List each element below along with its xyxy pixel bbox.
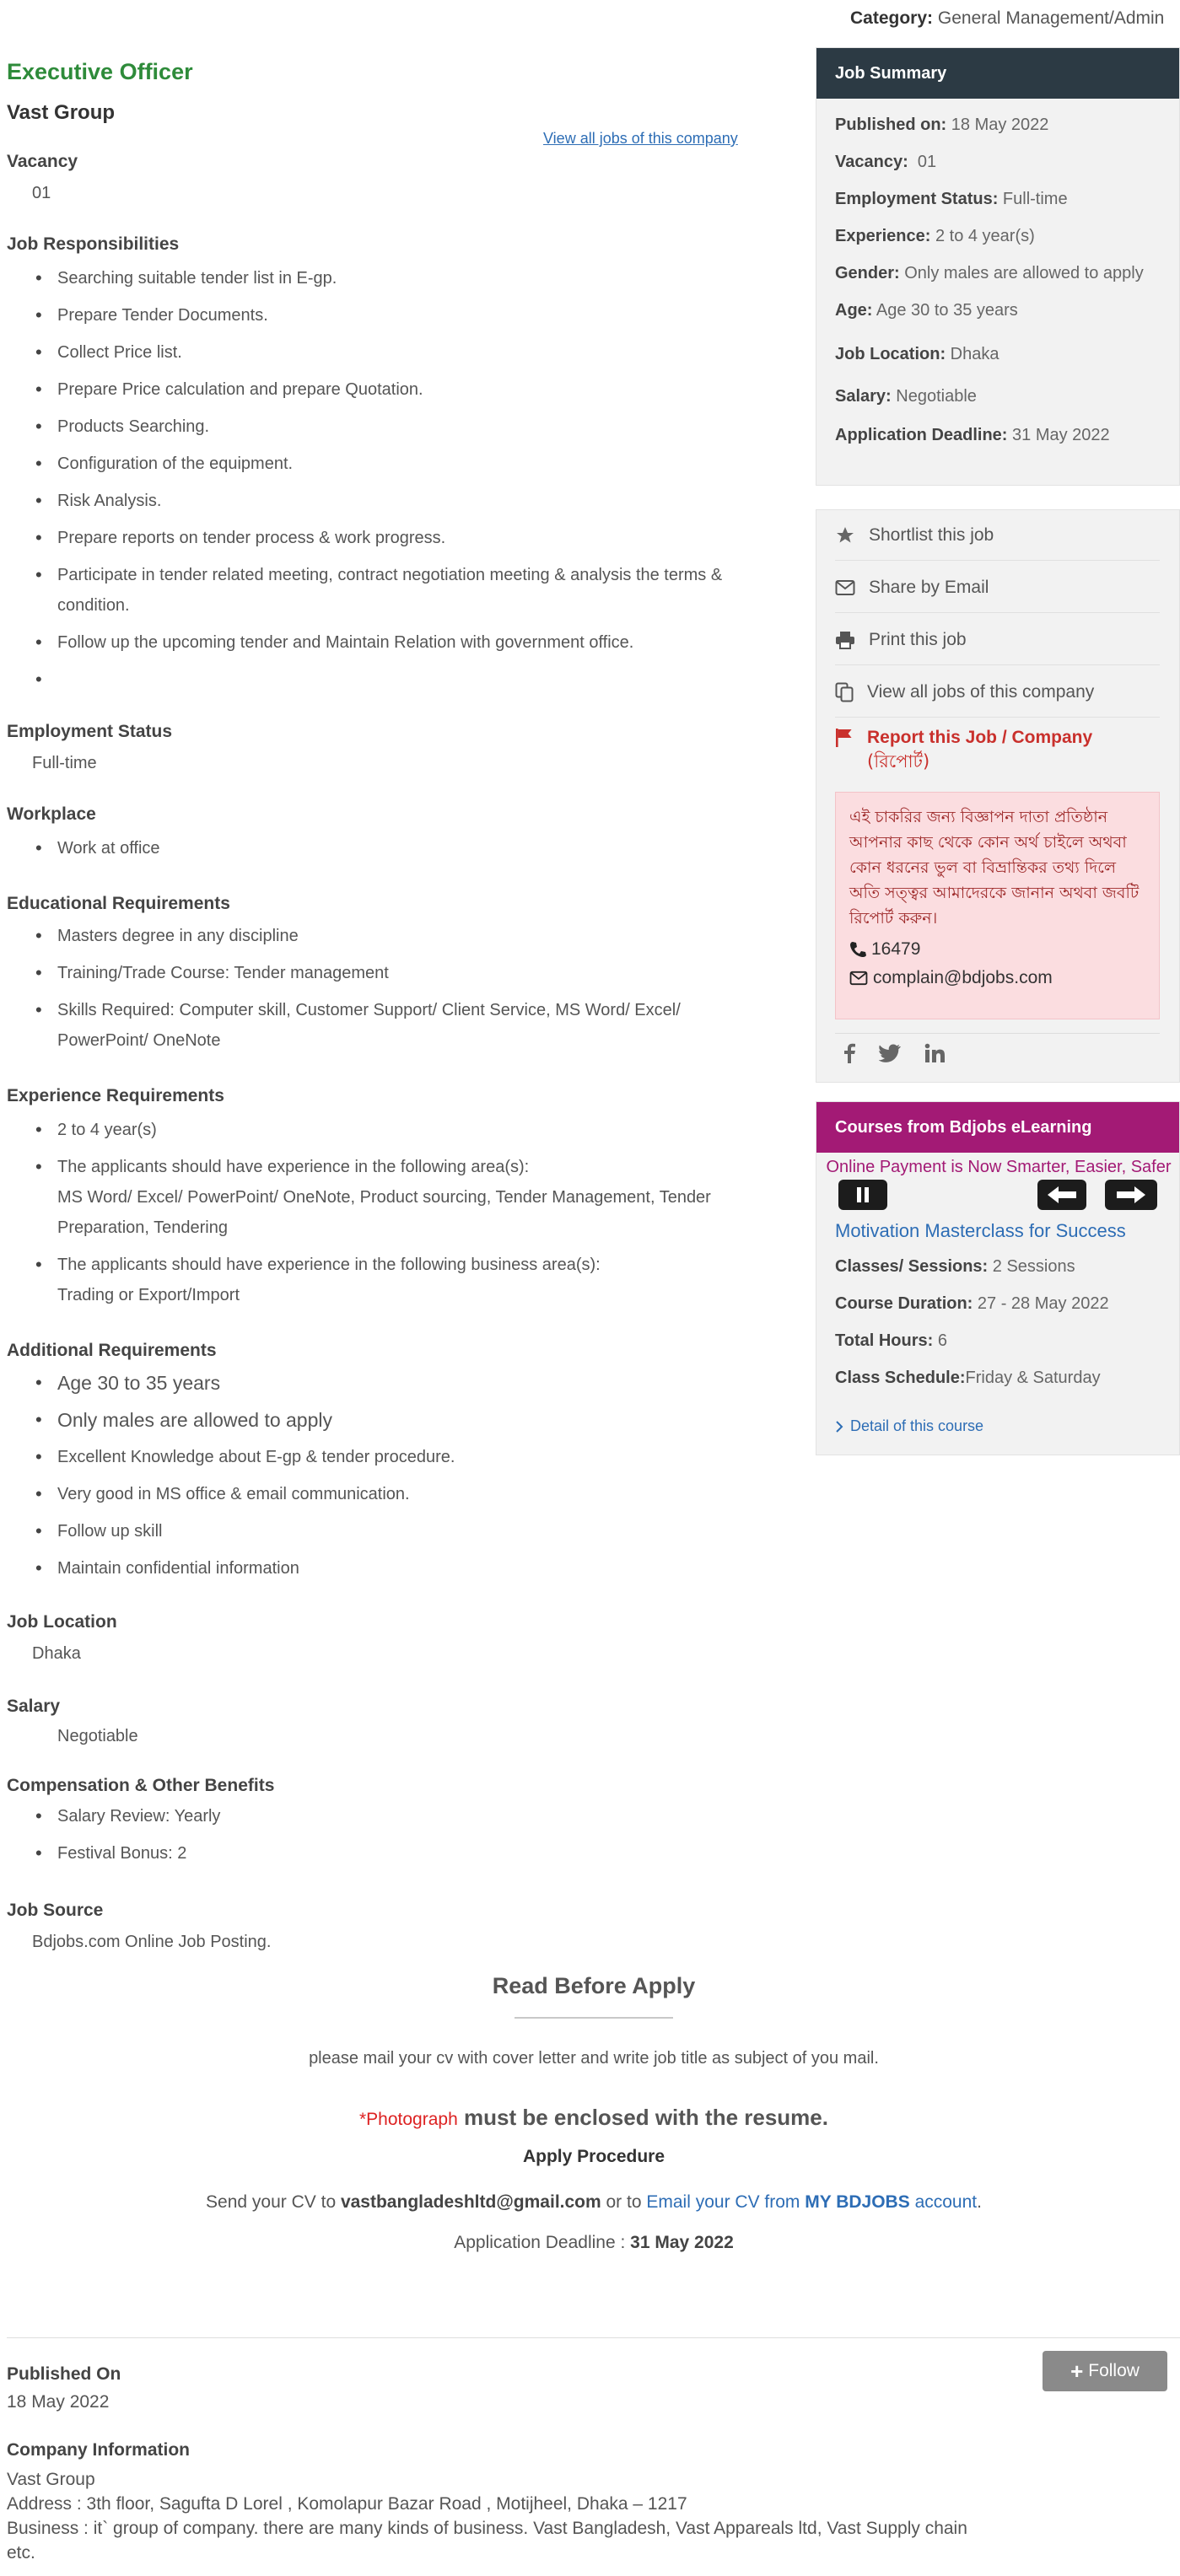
shortlist-label: Shortlist this job [869,524,994,545]
list-item [32,664,757,695]
list-item: • Very good in MS office & email communication. [32,1479,757,1509]
complain-email [849,968,1145,988]
read-before-apply-text: please mail your cv with cover letter and write job title as subject of you mail. [309,2049,879,2068]
summary-label: Age: [835,301,873,320]
job-title: Executive Officer [7,59,193,84]
share-email-button[interactable] [835,562,1160,613]
published-on-title: Published On [7,2364,121,2384]
summary-value: Only males are allowed to apply [904,264,1144,282]
summary-value: 18 May 2022 [951,116,1049,134]
course-duration [835,1294,1109,1314]
list-item: • Configuration of the equipment. [32,449,757,479]
summary-employment [835,190,1068,209]
summary-label: Vacancy: [835,153,908,171]
summary-label: Application Deadline: [835,426,1008,444]
responsibilities-list [32,263,757,702]
course-label: Class Schedule: [835,1369,966,1387]
follow-button[interactable] [1043,2351,1167,2391]
list-item [32,1250,757,1310]
list-item: • Prepare reports on tender process & work progress. [32,523,757,553]
apply-procedure-title: Apply Procedure [522,2147,665,2166]
flag-icon [835,728,854,748]
summary-label: Job Location: [835,345,946,363]
summary-gender [835,264,1144,283]
company-info-name: Vast Group [7,2470,95,2489]
report-label: Report this Job / Company [867,728,1093,747]
envelope-icon [849,971,868,986]
view-all-jobs-link[interactable]: View all jobs of this company [543,130,738,147]
print-job-button[interactable] [835,615,1160,665]
courses-title: Courses from Bdjobs eLearning [816,1102,1179,1153]
education-title: Educational Requirements [7,894,230,913]
divider [7,2337,1180,2338]
benefits-list [32,1801,757,1875]
employment-status-title: Employment Status [7,722,173,741]
follow-label: Follow [1088,2361,1140,2380]
course-label: Classes/ Sessions: [835,1257,989,1276]
job-location-value: Dhaka [32,1644,81,1663]
list-item: • Masters degree in any discipline [32,921,757,951]
application-deadline [0,2233,1180,2253]
summary-value: Dhaka [950,345,999,363]
workplace-title: Workplace [7,804,96,824]
job-category [850,8,1164,29]
course-name-link[interactable]: Motivation Masterclass for Success [835,1220,1126,1241]
summary-label: Gender: [835,264,900,282]
courses-panel [816,1101,1180,1455]
summary-value: Full-time [1002,190,1068,208]
course-sessions [835,1257,1075,1277]
course-value: 6 [937,1331,947,1350]
category-label: Category: [850,8,934,28]
experience-list [32,1115,757,1317]
warning-box [835,792,1160,1019]
vacancy-value: 01 [32,184,51,202]
benefits-title: Compensation & Other Benefits [7,1776,275,1795]
job-source-value: Bdjobs.com Online Job Posting. [32,1933,272,1951]
summary-label: Experience: [835,227,931,245]
pause-icon [855,1186,870,1203]
copy-icon [835,682,854,702]
photograph-notice [0,2105,1180,2131]
list-item: • Risk Analysis. [32,486,757,516]
additional-list [32,1442,757,1590]
printer-icon [835,631,855,649]
course-detail-label: Detail of this course [850,1417,984,1434]
list-item: • Excellent Knowledge about E-gp & tender procedure. [32,1442,757,1472]
salary-title: Salary [7,1697,61,1716]
vacancy-title: Vacancy [7,152,78,171]
twitter-icon[interactable] [879,1044,901,1062]
summary-age [835,301,1018,320]
arrow-right-icon [1116,1186,1146,1204]
send-period: . [977,2192,982,2212]
summary-label: Salary: [835,387,892,406]
employment-status-value: Full-time [32,754,97,772]
facebook-icon[interactable] [843,1043,855,1063]
company-address: Address : 3th floor, Sagufta D Lorel , Komolapur Bazar Road , Motijheel, Dhaka – 1217 [7,2494,687,2514]
responsibilities-title: Job Responsibilities [7,234,180,254]
summary-salary [835,387,977,406]
star-icon [835,525,855,546]
view-all-jobs-button[interactable] [835,667,1160,718]
course-schedule [835,1369,1101,1388]
summary-value: 2 to 4 year(s) [935,227,1035,245]
business-area-label: • The applicants should have experience in the following business area(s): [57,1256,601,1274]
plus-icon: + [1070,2358,1084,2384]
summary-published [835,116,1048,135]
next-button[interactable] [1105,1180,1157,1210]
published-on-value: 18 May 2022 [7,2392,110,2412]
complain-phone [849,939,1145,960]
job-summary-panel [816,47,1180,486]
list-item: • Collect Price list. [32,337,757,368]
divider [515,2017,673,2019]
course-label: Course Duration: [835,1294,973,1313]
list-item: • Follow up the upcoming tender and Maintain Relation with government office. [32,627,757,658]
course-label: Total Hours: [835,1331,934,1350]
arrow-left-icon [1047,1186,1077,1204]
course-hours [835,1331,947,1351]
warning-text: এই চাকরির জন্য বিজ্ঞাপন দাতা প্রতিষ্ঠান আপনার কাছ থেকে কোন অর্থ চাইলে অথবা কোন ধরনের ভুল বা বিভ্রান্তিকর তথ্য দিলে অতি সত্ত্বর আমাদেরকে জানান অথবা জবটি রিপোর্ট করুন। [849,808,1140,928]
list-item: • Prepare Tender Documents. [32,300,757,331]
category-value: General Management/Admin [937,8,1165,28]
list-item: • Training/Trade Course: Tender management [32,958,757,988]
additional-title: Additional Requirements [7,1341,217,1360]
job-summary-title: Job Summary [816,48,1179,99]
list-item: • Maintain confidential information [32,1553,757,1584]
job-actions-panel [816,509,1180,1083]
report-label-bangla: (রিপোর্ট) [867,751,930,772]
shortlist-job-button[interactable] [835,510,1160,561]
chevron-right-icon [835,1421,843,1433]
share-label: Share by Email [869,577,989,597]
deadline-label: Application Deadline : [454,2233,631,2252]
email-cv-link-suffix: account [909,2192,978,2212]
summary-value: Negotiable [896,387,977,406]
summary-value: 31 May 2022 [1012,426,1110,444]
social-share [835,1033,1160,1072]
list-item: • Products Searching. [32,411,757,442]
summary-value: Age 30 to 35 years [876,301,1018,320]
summary-experience [835,227,1035,246]
payment-banner: Online Payment is Now Smarter, Easier, Safer [826,1158,1172,1176]
phone-number[interactable]: 16479 [871,939,921,959]
course-value: Friday & Saturday [965,1369,1101,1387]
report-job-link[interactable] [835,728,1160,777]
list-item: • Work at office [32,833,757,863]
summary-location [835,345,999,364]
course-value: 2 Sessions [992,1257,1075,1276]
email-cv-link-bold: MY BDJOBS [805,2192,910,2212]
email-cv-link[interactable] [646,2192,977,2212]
list-item: • Participate in tender related meeting, contract negotiation meeting & analysis the terms & condition. [32,560,732,621]
phone-icon [849,941,866,958]
experience-title: Experience Requirements [7,1086,224,1105]
salary-value: Negotiable [57,1727,138,1745]
list-item: • Salary Review: Yearly [32,1801,757,1831]
summary-label: Published on: [835,116,947,134]
company-name: Vast Group [7,101,116,124]
list-item: • Festival Bonus: 2 [32,1838,757,1869]
previous-button[interactable] [1037,1180,1086,1210]
photograph-text: must be enclosed with the resume. [457,2105,828,2130]
send-or: or to [601,2192,647,2212]
print-label: Print this job [869,629,967,649]
list-item: • Searching suitable tender list in E-gp. [32,263,757,293]
send-cv-line [0,2192,1180,2213]
pause-button[interactable] [838,1180,887,1210]
complain-email-address[interactable]: complain@bdjobs.com [873,968,1053,987]
view-all-label: View all jobs of this company [867,681,1095,702]
read-before-apply-title: Read Before Apply [492,1973,696,1998]
summary-value: 01 [917,153,937,171]
workplace-list [32,833,757,870]
deadline-value: 31 May 2022 [630,2233,734,2252]
education-list [32,921,757,1062]
send-prefix: Send your CV to [206,2192,341,2212]
envelope-icon [835,579,855,596]
summary-label: Employment Status: [835,190,999,208]
list-item: • Skills Required: Computer skill, Customer Support/ Client Service, MS Word/ Excel/ PowerPoint/ OneNote [32,995,757,1056]
experience-area-value: MS Word/ Excel/ PowerPoint/ OneNote, Product sourcing, Tender Management, Tender Preparation, Tendering [57,1188,711,1237]
list-item: • 2 to 4 year(s) [32,1115,757,1145]
business-area-value: Trading or Export/Import [57,1286,240,1304]
job-source-title: Job Source [7,1901,104,1920]
photograph-label: *Photograph [359,2110,458,2129]
list-item: • Prepare Price calculation and prepare Quotation. [32,374,757,405]
email-cv-link-prefix: Email your CV from [646,2192,806,2212]
list-item [32,1152,757,1243]
company-business: Business : it` group of company. there are many kinds of business. Vast Bangladesh, Vast Appareals ltd, Vast Supply chain etc. [7,2519,967,2563]
list-item: • Age 30 to 35 years [32,1368,757,1398]
linkedin-icon[interactable] [924,1043,945,1063]
list-item: • Follow up skill [32,1516,757,1546]
list-item: • Only males are allowed to apply [32,1405,757,1435]
job-location-title: Job Location [7,1612,117,1632]
course-value: 27 - 28 May 2022 [977,1294,1109,1313]
summary-deadline [835,426,1110,445]
summary-vacancy [835,153,936,172]
course-detail-link[interactable] [835,1417,983,1435]
additional-list-large [32,1368,757,1442]
experience-area-label: • The applicants should have experience in the following area(s): [57,1158,530,1176]
company-info-title: Company Information [7,2440,191,2460]
apply-email[interactable]: vastbangladeshltd@gmail.com [340,2192,601,2212]
